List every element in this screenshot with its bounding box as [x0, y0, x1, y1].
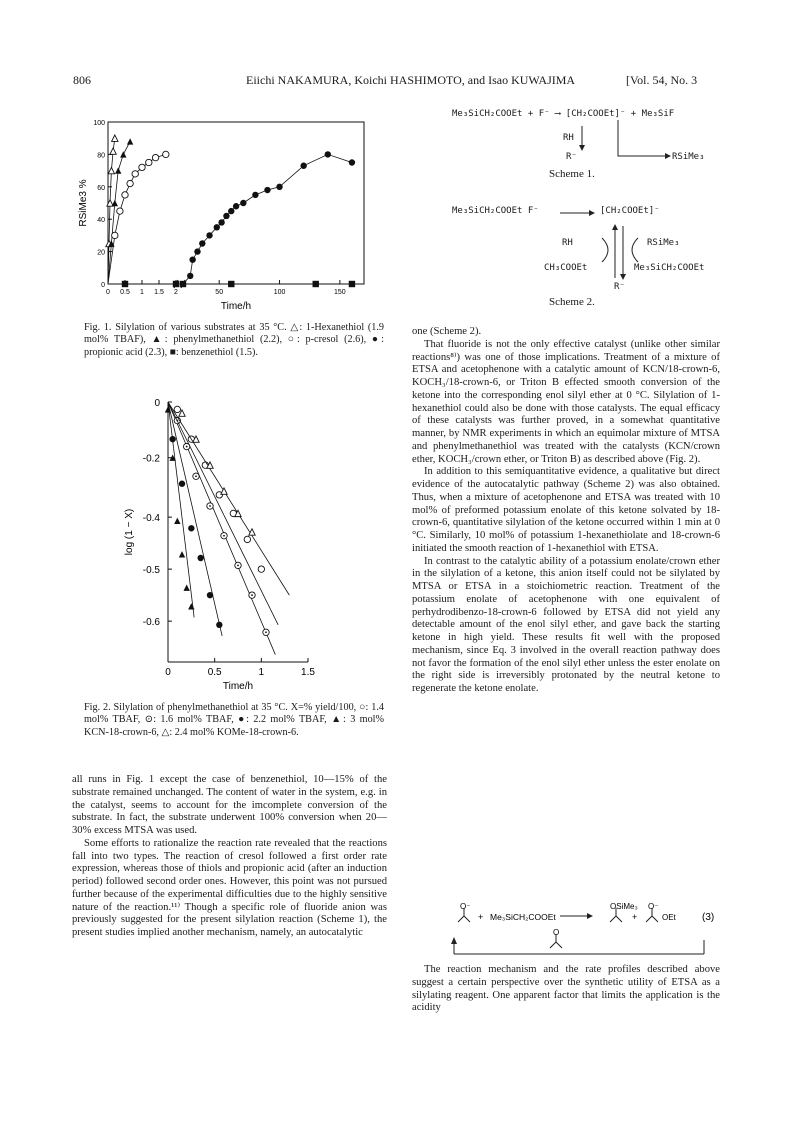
- fig2-ytick-label-1: -0.2: [142, 453, 160, 465]
- fig2-series1-point-2: [188, 525, 194, 531]
- scheme1-r: R⁻: [566, 152, 577, 162]
- fig2-caption: Fig. 2. Silylation of phenylmethanethiol at 35 °C. X=% yield/100, ○: 1.4 mol% TBAF, ⊙: 1.6 mol% TBAF, ●: 2.2 mol% TBAF, ▲: 3 mol% KCN-18-crown-6, △: 2.4 mol% KOMe-18-crown-6.: [84, 702, 384, 738]
- fig1-series3-point-14: [300, 163, 306, 169]
- fig1-series2-point-7: [152, 154, 158, 160]
- scheme2-r: R⁻: [614, 282, 625, 292]
- fig1-series3-point-15: [325, 151, 331, 157]
- scheme1-arrows: [560, 118, 680, 168]
- right-column-lower: [412, 964, 720, 1015]
- fig1-series3-point-10: [240, 200, 246, 206]
- fig1-series3-point-7: [223, 213, 229, 219]
- fig1-series3-point-12: [264, 187, 270, 193]
- fig1-series4-point-3: [228, 281, 234, 287]
- fig1-curve-3: [183, 154, 352, 284]
- fig1-series3-point-8: [228, 208, 234, 214]
- fig1-series2-point-3: [127, 180, 133, 186]
- fig1-series3-point-3: [199, 240, 205, 246]
- fig1-series2-point-2: [122, 192, 128, 198]
- fig1-series2-point-8: [163, 151, 169, 157]
- fig2-series3-point-5: [244, 536, 250, 542]
- scheme2-label: Scheme 2.: [549, 296, 595, 308]
- eq3-ketone-o: O: [553, 928, 560, 937]
- right-paragraph-1: That fluoride is not the only effective catalyst (unlike other similar reactions⁸⁾) was one of those implications. Treatment of a mixture of ETSA and acetophenone with a catalytic amount of KCN/18-crown-6, KOCH₃/18-crown-6, or Triton B effected smooth conversion of the ketone into the corresponding enol silyl ether at 0 °C. Silylation of 1-hexanethiol could also be done with those catalysts. The equal efficacy of these catalysts was further proved, in a somewhat quantitative manner, by NMR experiments in which an equimolar mixture of MTSA and phenylmethanethiol was treated with the catalysts (KCN/crown ether, KOCH₃/crown ether, or Triton B) as described above (Fig. 2).: [412, 338, 720, 465]
- fig1-ytick-label-5: 100: [93, 120, 105, 127]
- fig1-series0-point-4: [112, 135, 118, 141]
- fig1-series1-point-2: [115, 167, 121, 173]
- fig1-xtick-label-5: 50: [215, 289, 224, 296]
- fig2-series1-point-0: [169, 436, 175, 442]
- fig1-series0-point-2: [108, 167, 114, 173]
- fig2-xtick-label-1: 0.5: [207, 667, 222, 678]
- right-column-upper: [412, 326, 720, 696]
- fig1-xtick-label-7: 150: [334, 289, 346, 296]
- fig2-fit-line-0: [168, 402, 194, 617]
- fig1-xtick-label-3: 1.5: [154, 289, 164, 296]
- fig1-series2-point-4: [132, 171, 138, 177]
- right-paragraph-3: In contrast to the catalytic ability of a potassium enolate/crown ether in the silylation of a ketone, this anion itself could not be silylated by MTSA or ETSA in a stoichiometric reaction. Treatment of the potassium enolate of acetophenone with one equivalent of perhydrodibenzo-18-crown-6 followed by ETSA did not yield any detectable amount of the enol silyl ether, and gave back the starting ketone in high yield. These results fit well with the proposed mechanism, since Eq. 3 involved in the overall reaction pathway does not favor the formation of the enol silyl ether unless the ester enolate on the right side is irreversibly protonated by the neutral ketone to regenerate the ketone enolate.: [412, 555, 720, 694]
- eq3-osime3: OSiMe₃: [610, 902, 638, 911]
- fig1-series3-point-5: [214, 224, 220, 230]
- scheme1-rsime3: RSiMe₃: [672, 152, 705, 162]
- fig1-series4-point-2: [180, 281, 186, 287]
- fig1-series3-point-1: [189, 257, 195, 263]
- fig2-ytick-label-4: -0.6: [142, 617, 160, 629]
- fig1-series3-point-2: [194, 248, 200, 254]
- fig2-series0-point-5: [188, 603, 194, 609]
- right-paragraph-4: The reaction mechanism and the rate profiles described above suggest a certain perspective over the synthetic utility of ETSA as a silylating reagent. One apparent factor that limits the application is the acidity: [412, 964, 720, 1014]
- fig2-series1-point-5: [216, 622, 222, 628]
- fig2-xtick-label-2: 1: [258, 667, 265, 678]
- scheme2-left: Me₃SiCH₂COOEt F⁻: [452, 206, 539, 216]
- scheme2-rh: RH: [562, 238, 573, 248]
- fig2-series2-point-2-dot: [195, 475, 197, 477]
- eq3-plus-1: +: [478, 912, 484, 922]
- fig1-series3-point-16: [349, 159, 355, 165]
- scheme2-cycle-arrows: [598, 222, 642, 284]
- fig2-series2-point-4-dot: [223, 535, 225, 537]
- scheme2-me3si: Me₃SiCH₂COOEt: [634, 263, 705, 273]
- fig1-series3-point-4: [206, 232, 212, 238]
- fig1-series2-point-6: [146, 159, 152, 165]
- fig1-series4-point-4: [313, 281, 319, 287]
- eq3-number: (3): [702, 912, 715, 923]
- fig1-xtick-label-1: 0.5: [120, 289, 130, 296]
- fig2-series3-point-0: [174, 406, 180, 412]
- authors: Eiichi NAKAMURA, Koichi HASHIMOTO, and Isao KUWAJIMA: [246, 73, 576, 87]
- fig2-ytick-label-3: -0.5: [142, 565, 160, 577]
- fig2-xtick-label-0: 0: [165, 667, 171, 678]
- scheme1-label: Scheme 1.: [549, 168, 595, 180]
- fig2-xtick-label-3: 1.5: [301, 667, 315, 678]
- fig2-series2-point-1-dot: [186, 446, 188, 448]
- scheme2-arrow: [558, 206, 598, 220]
- fig2-series2-point-7-dot: [265, 631, 267, 633]
- fig1-series1-point-4: [127, 138, 133, 144]
- fig2-series0-point-2: [174, 518, 180, 524]
- fig1-series2-point-0: [112, 232, 118, 238]
- fig2-series2-point-5-dot: [237, 565, 239, 567]
- running-header: [0, 73, 793, 89]
- fig1-series4-point-5: [349, 281, 355, 287]
- fig2-series2-point-6-dot: [251, 594, 253, 596]
- fig2-series1-point-1: [179, 481, 185, 487]
- fig1-series4-point-0: [122, 281, 128, 287]
- fig2-fit-line-2: [168, 402, 275, 655]
- fig1-series2-point-1: [117, 208, 123, 214]
- fig1-series1-point-3: [120, 151, 126, 157]
- fig2-series0-point-3: [179, 551, 185, 557]
- right-paragraph-2: In addition to this semiquantitative evidence, a qualitative but direct evidence of the autocatalytic pathway (Scheme 2) was also obtained. Thus, when a mixture of acetophenone and ETSA was treated with 10 mol% of preformed potassium enolate of this ketone solvated by 18-crown-6, quantitative silylation of the ketone occurred within 1 min at 0 °C. Similarly, 10 mol% of potassium 1-hexanethiolate and 18-crown-6 initiated the smooth reaction of 1-hexanethiol with ETSA.: [412, 466, 720, 554]
- fig1-series2-point-5: [139, 164, 145, 170]
- fig1-xtick-label-4: 2: [174, 289, 178, 296]
- fig1-xlabel: Time/h: [220, 301, 252, 312]
- fig1-series3-point-13: [276, 184, 282, 190]
- left-paragraph-2: Some efforts to rationalize the reaction rate revealed that the reactions fall into two types. The reaction of cresol followed a first order rate expression, whereas those of thiols and propionic acid (after an induction period) followed second order ones. However, this point was not pursued further because of the experimental difficulties due to the highly sensitive nature of the reaction.¹¹⁾ Though a specific role of fluoride anion was previously suggested for the present silylation reaction (Scheme 1), the present studies implied another mechanism, namely, an autocatalytic: [72, 837, 387, 938]
- page-number: 806: [73, 73, 91, 87]
- fig2-series2-point-3-dot: [209, 505, 211, 507]
- fig2-chart: [118, 392, 318, 702]
- fig1-xtick-label-6: 100: [273, 289, 286, 296]
- fig2-series0-point-4: [183, 585, 189, 591]
- equation-3: [440, 900, 730, 962]
- left-column: [72, 774, 387, 940]
- eq3-oet: OEt: [662, 913, 676, 922]
- fig2-series4-point-3: [221, 488, 227, 494]
- fig1-xtick-label-2: 1: [140, 289, 144, 296]
- scheme2-rsime3: RSiMe₃: [647, 238, 680, 248]
- eq3-plus-2: +: [632, 912, 638, 922]
- scheme1-rh: RH: [563, 133, 574, 143]
- scheme2-ch3cooet: CH₃COOEt: [544, 263, 588, 273]
- fig1-xtick-label-0: 0: [106, 289, 110, 296]
- fig1-series3-point-9: [233, 203, 239, 209]
- fig2-xlabel: Time/h: [222, 681, 254, 692]
- eq3-o-minus-right: O⁻: [648, 902, 659, 911]
- fig1-ytick-label-0: 0: [101, 282, 105, 289]
- fig1-ytick-label-3: 60: [97, 184, 105, 192]
- fig2-fit-line-4: [168, 402, 289, 595]
- fig1-series1-point-1: [112, 200, 118, 206]
- fig1-series4-point-1: [173, 281, 179, 287]
- fig2-series3-point-6: [258, 566, 264, 572]
- eq3-o-minus-left: O⁻: [460, 902, 471, 911]
- fig1-ylabel: RSiMe3 %: [78, 179, 89, 227]
- right-paragraph-0: one (Scheme 2).: [412, 326, 482, 337]
- fig1-caption: Fig. 1. Silylation of various substrates at 35 °C. △: 1-Hexanethiol (1.9 mol% TBAF), ▲: phenylmethanethiol (2.2), ○: p-cresol (2.6), ●: propionic acid (2.3), ■: benzenethiol (1.5).: [84, 322, 384, 358]
- fig2-series1-point-3: [197, 555, 203, 561]
- fig1-ytick-label-1: 20: [97, 249, 105, 257]
- fig2-series1-point-4: [207, 592, 213, 598]
- fig2-ylabel: log (1 − X): [124, 508, 135, 556]
- fig1-ytick-label-4: 80: [97, 152, 105, 160]
- fig1-series3-point-6: [218, 219, 224, 225]
- volume: [Vol. 54, No. 3: [626, 73, 698, 87]
- fig2-ytick-label-2: -0.4: [142, 513, 160, 525]
- scheme1-line: Me₃SiCH₂COOEt + F⁻ ⟶ [CH₂COOEt]⁻ + Me₃SiF: [452, 109, 675, 119]
- fig1-series3-point-11: [252, 192, 258, 198]
- left-paragraph-1: all runs in Fig. 1 except the case of benzenethiol, 10—15% of the substrate remained unchanged. The content of water in the system, e.g. in the catalyst, seems to account for the imcomplete conversion of the substrate. In fact, the substrate underwent 100% conversion when 20—30% excess MTSA was used.: [72, 774, 387, 836]
- fig1-series3-point-0: [187, 273, 193, 279]
- fig2-ytick-label-0: 0: [154, 398, 160, 409]
- fig1-chart: [72, 112, 372, 322]
- fig1-series0-point-3: [110, 148, 116, 154]
- fig1-plot-frame: [108, 122, 364, 284]
- fig2-fit-line-3: [168, 402, 278, 625]
- fig1-ytick-label-2: 40: [97, 217, 105, 225]
- scheme2-right: [CH₂COOEt]⁻: [600, 206, 660, 216]
- eq3-reagent: Me₃SiCH₂COOEt: [490, 912, 556, 922]
